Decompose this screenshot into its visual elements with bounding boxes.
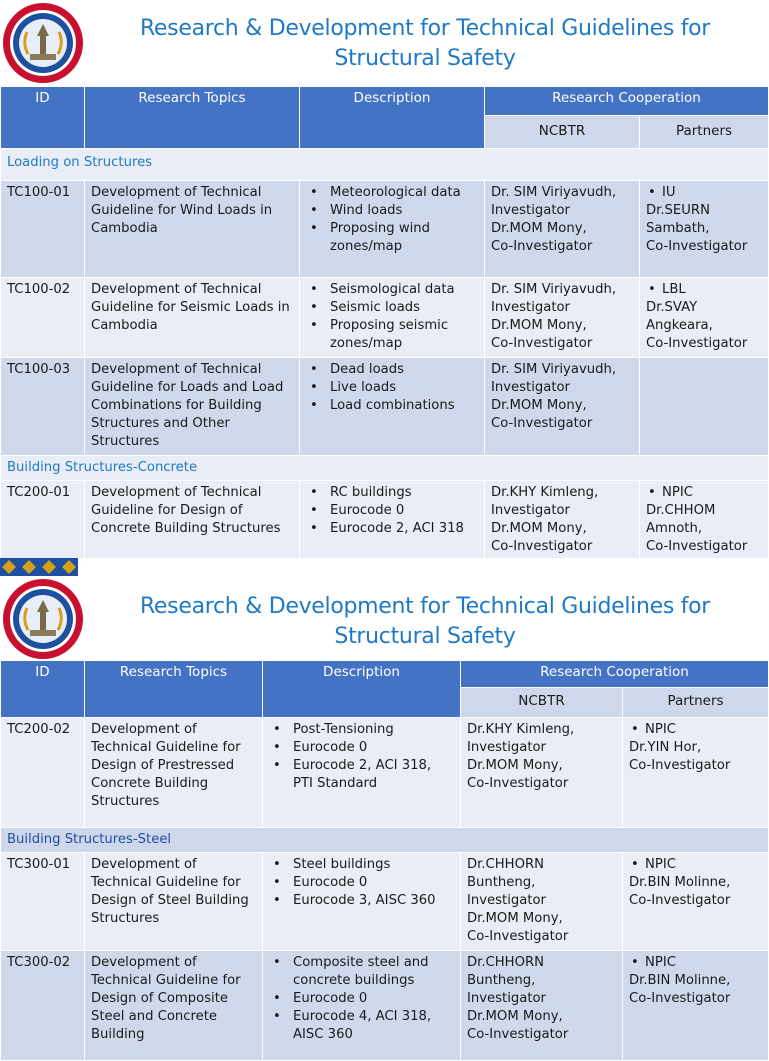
slide-divider: [0, 558, 768, 576]
row-partners: [640, 358, 769, 456]
description-item: • Steel buildings: [269, 856, 454, 874]
ncbtr-line: Dr.MOM Mony,: [491, 318, 587, 333]
ncbtr-line: Co-Investigator: [491, 539, 593, 554]
table-row: [1, 718, 769, 828]
header-partners: Partners: [623, 688, 769, 718]
row-description: [263, 951, 461, 1061]
ncbtr-line: Co-Investigator: [467, 776, 569, 791]
partner-line: Amnoth,: [646, 521, 703, 536]
ncbtr-line: Buntheng,: [467, 973, 536, 988]
ncbtr-line: Dr.MOM Mony,: [491, 221, 587, 236]
partner-institution: • NPIC: [646, 484, 762, 502]
partner-line: Dr.SEURN: [646, 203, 710, 218]
description-item: • Composite steel and concrete buildings: [269, 954, 454, 990]
description-item: • Eurocode 0: [269, 739, 454, 757]
row-id: TC100-01: [1, 181, 85, 278]
table-row: [1, 278, 769, 358]
slide-title: Research & Development for Technical Guidelines for Structural Safety: [139, 594, 711, 649]
ncbtr-line: Dr.CHHORN: [467, 955, 545, 970]
description-item: • Dead loads: [306, 361, 478, 379]
row-ncbtr: [461, 951, 623, 1061]
partner-institution: • NPIC: [629, 856, 762, 874]
row-ncbtr: [461, 718, 623, 828]
ncbtr-line: Dr.MOM Mony,: [467, 911, 563, 926]
ncbtr-line: Investigator: [467, 893, 546, 908]
partner-line: Co-Investigator: [646, 539, 748, 554]
partner-institution: • NPIC: [629, 954, 762, 972]
description-item: • Eurocode 2, ACI 318: [306, 520, 478, 538]
row-topic: Development of Technical Guideline for Design of Prestressed Concrete Building Structures: [85, 718, 263, 828]
header-research-topics: Research Topics: [85, 87, 300, 149]
row-ncbtr: [485, 278, 640, 358]
partner-line: Co-Investigator: [646, 239, 748, 254]
description-item: • Eurocode 4, ACI 318, AISC 360: [269, 1008, 454, 1044]
ncbtr-line: Dr.MOM Mony,: [467, 1009, 563, 1024]
row-description: [263, 853, 461, 951]
table-row: [1, 481, 769, 561]
description-item: • Live loads: [306, 379, 478, 397]
row-partners: [640, 481, 769, 561]
row-id: TC300-01: [1, 853, 85, 951]
partner-line: Dr.SVAY: [646, 300, 698, 315]
slide-title: Research & Development for Technical Guidelines for Structural Safety: [139, 16, 711, 71]
partner-line: Angkeara,: [646, 318, 713, 333]
ncbtr-line: Dr.MOM Mony,: [491, 521, 587, 536]
description-item: • Seismological data: [306, 281, 478, 299]
description-item: • Eurocode 2, ACI 318, PTI Standard: [269, 757, 454, 793]
ncbtr-line: Co-Investigator: [467, 929, 569, 944]
row-partners: [623, 718, 769, 828]
row-ncbtr: [485, 358, 640, 456]
row-partners: [623, 951, 769, 1061]
row-partners: [640, 278, 769, 358]
description-item: • Wind loads: [306, 202, 478, 220]
row-description: [300, 181, 485, 278]
header-research-cooperation: Research Cooperation: [485, 87, 769, 116]
partner-line: Co-Investigator: [629, 758, 731, 773]
ncbtr-line: Investigator: [491, 300, 570, 315]
table-row: [1, 951, 769, 1061]
partner-line: Dr.BIN Molinne,: [629, 973, 731, 988]
partner-line: Dr.YIN Hor,: [629, 740, 702, 755]
row-topic: Development of Technical Guideline for Wind Loads in Cambodia: [85, 181, 300, 278]
row-id: TC200-02: [1, 718, 85, 828]
ncbtr-line: Co-Investigator: [491, 239, 593, 254]
ncbtr-line: Dr. SIM Viriyavudh,: [491, 362, 617, 377]
row-id: TC200-01: [1, 481, 85, 561]
row-ncbtr: [485, 481, 640, 561]
header-ncbtr: NCBTR: [485, 116, 640, 149]
table-row: [1, 181, 769, 278]
row-ncbtr: [485, 181, 640, 278]
partner-line: Co-Investigator: [629, 991, 731, 1006]
header-partners: Partners: [640, 116, 769, 149]
header-id: ID: [1, 661, 85, 718]
ncbtr-line: Investigator: [467, 991, 546, 1006]
row-id: TC300-02: [1, 951, 85, 1061]
ncbtr-line: Dr. SIM Viriyavudh,: [491, 282, 617, 297]
partner-line: Co-Investigator: [646, 336, 748, 351]
description-item: • Eurocode 0: [269, 874, 454, 892]
ncbtr-line: Buntheng,: [467, 875, 536, 890]
header-id: ID: [1, 87, 85, 149]
description-item: • Proposing seismic zones/map: [306, 317, 478, 353]
description-item: • Post-Tensioning: [269, 721, 454, 739]
section-building-structures-steel: Building Structures-Steel: [1, 828, 769, 853]
row-ncbtr: [461, 853, 623, 951]
ncbtr-line: Co-Investigator: [491, 336, 593, 351]
research-table: [0, 660, 769, 1061]
header-ncbtr: NCBTR: [461, 688, 623, 718]
row-description: [263, 718, 461, 828]
row-topic: Development of Technical Guideline for Loads and Load Combinations for Building Structures and Other Structures: [85, 358, 300, 456]
description-item: • Eurocode 3, AISC 360: [269, 892, 454, 910]
row-id: TC100-02: [1, 278, 85, 358]
ncbtr-line: Investigator: [491, 380, 570, 395]
section-loading-on-structures: Loading on Structures: [1, 149, 769, 181]
ncbtr-line: Investigator: [491, 203, 570, 218]
row-partners: [623, 853, 769, 951]
ncbtr-line: Investigator: [467, 740, 546, 755]
ncbtr-line: Dr.KHY Kimleng,: [491, 485, 599, 500]
header-description: Description: [263, 661, 461, 718]
ncbtr-line: Co-Investigator: [491, 416, 593, 431]
description-item: • Meteorological data: [306, 184, 478, 202]
ncbtr-line: Dr.CHHORN: [467, 857, 545, 872]
description-item: • Eurocode 0: [306, 502, 478, 520]
description-item: • Load combinations: [306, 397, 478, 415]
description-item: • Eurocode 0: [269, 990, 454, 1008]
institution-seal-logo: [2, 578, 84, 660]
description-item: • Proposing wind zones/map: [306, 220, 478, 256]
ncbtr-line: Investigator: [491, 503, 570, 518]
ncbtr-line: Dr.MOM Mony,: [467, 758, 563, 773]
row-topic: Development of Technical Guideline for Design of Composite Steel and Concrete Building: [85, 951, 263, 1061]
row-id: TC100-03: [1, 358, 85, 456]
header-research-cooperation: Research Cooperation: [461, 661, 769, 688]
description-item: • RC buildings: [306, 484, 478, 502]
research-table: [0, 86, 769, 561]
ncbtr-line: Dr.KHY Kimleng,: [467, 722, 575, 737]
ncbtr-line: Dr. SIM Viriyavudh,: [491, 185, 617, 200]
description-item: • Seismic loads: [306, 299, 478, 317]
row-topic: Development of Technical Guideline for Design of Concrete Building Structures: [85, 481, 300, 561]
section-building-structures-concrete: Building Structures-Concrete: [1, 456, 769, 481]
row-description: [300, 358, 485, 456]
slide-2: [0, 576, 768, 1042]
row-topic: Development of Technical Guideline for Seismic Loads in Cambodia: [85, 278, 300, 358]
row-topic: Development of Technical Guideline for Design of Steel Building Structures: [85, 853, 263, 951]
partner-institution: • LBL: [646, 281, 762, 299]
ornament-border-icon: [0, 558, 78, 576]
header-description: Description: [300, 87, 485, 149]
table-row: [1, 358, 769, 456]
row-description: [300, 278, 485, 358]
row-description: [300, 481, 485, 561]
ncbtr-line: Dr.MOM Mony,: [491, 398, 587, 413]
table-row: [1, 853, 769, 951]
partner-institution: • IU: [646, 184, 762, 202]
header-research-topics: Research Topics: [85, 661, 263, 718]
partner-line: Dr.BIN Molinne,: [629, 875, 731, 890]
ncbtr-line: Co-Investigator: [467, 1027, 569, 1042]
partner-line: Co-Investigator: [629, 893, 731, 908]
row-partners: [640, 181, 769, 278]
partner-line: Sambath,: [646, 221, 710, 236]
partner-institution: • NPIC: [629, 721, 762, 739]
institution-seal-logo: [2, 2, 84, 84]
partner-line: Dr.CHHOM: [646, 503, 716, 518]
